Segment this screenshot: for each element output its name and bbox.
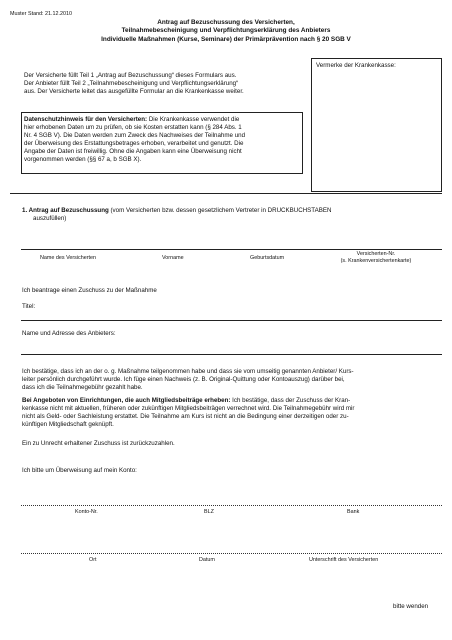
datenschutz-box	[21, 112, 303, 174]
titel-field[interactable]	[21, 320, 442, 321]
intro-line: aus. Der Versicherte leitet das ausgefüllte Formular an die Krankenkasse weiter.	[24, 88, 244, 95]
mitglied-line: kenkasse nicht mit aktuellen, früheren oder zukünftigen Mitgliedsbeiträgen verrechnet wird. Die Teilnahmegebühr wird mir	[22, 405, 355, 413]
anbieter-label: Name und Adresse des Anbieters:	[22, 330, 116, 337]
bitte-wenden: bitte wenden	[393, 603, 429, 610]
unrecht-text: Ein zu Unrecht erhaltener Zuschuss ist zurückzuzahlen.	[22, 440, 175, 447]
signature-field[interactable]	[21, 553, 442, 554]
title-line-3: Individuelle Maßnahmen (Kurse, Seminare) der Primärprävention nach § 20 SGB V	[101, 35, 351, 43]
datenschutz-line: der Überweisung des Erstattungsbetrages erhoben, verarbeitet und genutzt. Die	[24, 140, 244, 147]
zuschuss-text: Ich beantrage einen Zuschuss zu der Maßnahme	[22, 287, 157, 294]
label-versnr	[320, 251, 432, 265]
bestaetigung-line: leiter persönlich durchgeführt wurde. Ich füge einen Nachweis (z. B. Original-Quittung oder Kontoauszug) darüber bei,	[22, 376, 345, 384]
mitglied-heading: Bei Angeboten von Einrichtungen, die auch Mitgliedsbeiträge erheben:	[22, 397, 231, 404]
label-bank: Bank	[347, 509, 360, 515]
bestaetigung-text	[22, 368, 442, 392]
label-ort: Ort	[89, 557, 97, 563]
label-unterschrift: Unterschrift des Versicherten	[309, 557, 379, 563]
bestaetigung-line: Ich bestätige, dass ich an der o. g. Maßnahme teilgenommen habe und dass sie vom umseitig genannten Anbieter/ Kurs-	[22, 368, 354, 375]
bestaetigung-line: dass ich die Teilnahmegebühr gezahlt habe.	[22, 384, 143, 392]
mitglied-line-1	[22, 397, 442, 405]
vermerke-box[interactable]	[311, 58, 442, 192]
label-blz: BLZ	[204, 509, 214, 515]
intro-text	[24, 72, 309, 96]
section1-title: 1. Antrag auf Bezuschussung	[22, 207, 109, 214]
konto-text: Ich bitte um Überweisung auf mein Konto:	[22, 467, 137, 474]
datenschutz-line-1	[24, 116, 239, 124]
mitglied-line: nicht als Geld- oder Sachleistung erstattet. Die Teilnahme am Kurs ist nicht an die Bedingung einer derzeitigen oder zu-	[22, 413, 349, 421]
label-datum: Datum	[199, 557, 215, 563]
intro-line: Der Versicherte füllt Teil 1 „Antrag auf Bezuschussung“ dieses Formulars aus.	[24, 72, 237, 79]
mitglied-text	[22, 397, 442, 429]
datenschutz-text: Die Krankenkasse verwendet die	[147, 116, 240, 123]
datenschutz-line: vorgenommen werden (§§ 67 a, b SGB X).	[24, 156, 142, 163]
datenschutz-line: hier erhobenen Daten um zu prüfen, ob sie Kosten erstatten kann (§ 284 Abs. 1	[24, 124, 242, 131]
datenschutz-line: Angabe der Daten ist freiwillig. Ohne die Angaben kann eine Überweisung nicht	[24, 148, 242, 155]
intro-line: Der Anbieter füllt Teil 2 „Teilnahmebescheinigung und Verpflichtungserklärung“	[24, 80, 239, 87]
mitglied-line: künftigen Mitgliedschaft geknüpft.	[22, 421, 114, 429]
label-vorname: Vorname	[162, 255, 184, 261]
bank-field[interactable]	[21, 505, 442, 506]
label-name: Name des Versicherten	[40, 255, 97, 261]
title-line-1: Antrag auf Bezuschussung des Versicherten,	[157, 19, 295, 26]
label-versnr-line2: (s. Krankenversichertenkarte)	[340, 258, 412, 264]
title-line-2: Teilnahmebescheinigung und Verpflichtungserklärung des Anbieters	[121, 27, 331, 35]
section-divider	[10, 193, 442, 194]
datenschutz-heading: Datenschutzhinweis für den Versicherten:	[24, 116, 148, 123]
section1-heading-line2: auszufüllen)	[33, 215, 67, 222]
datenschutz-line: Nr. 4 SGB V). Die Daten werden zum Zweck des Nachweises der Teilnahme und	[24, 132, 246, 139]
mitglied-line: Ich bestätige, dass der Zuschuss der Kran-	[230, 397, 351, 404]
anbieter-field[interactable]	[21, 354, 442, 355]
section1-subtitle: (vom Versicherten bzw. dessen gesetzlichem Vertreter in DRUCKBUCHSTABEN	[108, 207, 332, 214]
personal-data-field[interactable]	[21, 249, 442, 250]
titel-label: Titel:	[22, 303, 36, 310]
label-konto: Konto-Nr.	[75, 509, 98, 515]
vermerke-label: Vermerke der Krankenkasse:	[316, 62, 396, 69]
form-title	[10, 19, 442, 44]
muster-stand: Muster Stand: 21.12.2010	[10, 11, 73, 17]
label-geburtsdatum: Geburtsdatum	[250, 255, 285, 261]
section1-heading	[22, 207, 331, 215]
label-versnr-line1: Versicherten-Nr.	[356, 251, 396, 257]
